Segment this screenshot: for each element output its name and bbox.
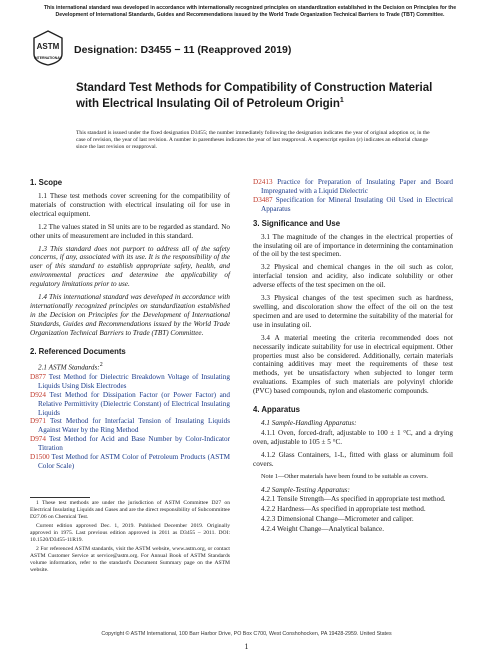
scope-1-3: 1.3 This standard does not purport to address all of the safety concerns, if any, associated with its use. It is the responsibility of the user of this standard to establish appropriate safety, health, and environmental practices and determine the applicability of regulatory limitations prior to use. (30, 244, 230, 289)
document-title (76, 82, 436, 110)
apparatus-4-2-3: 4.2.3 Dimensional Change—Micrometer and caliper. (261, 515, 414, 524)
reference-d924[interactable] (30, 391, 230, 418)
significance-3-3: 3.3 Physical changes of the test specimen such as hardness, swelling, and discoloration show the effect of the oil on the test specimen and are used to determine the suitability of the material for use in insulating oil. (253, 294, 453, 329)
right-column (253, 178, 453, 535)
title-text: Standard Test Methods for Compatibility of Construction Material with Electrical Insulating Oil of Petroleum Origin (76, 82, 433, 110)
reference-title-link[interactable]: Test Method for Acid and Base Number by Color-Indicator Titration (38, 435, 230, 453)
reference-d2413[interactable] (253, 178, 453, 196)
reference-title-link[interactable]: Test Method for Dielectric Breakdown Voltage of Insulating Liquids Using Disk Electrodes (38, 372, 230, 390)
title-footnote-marker: 1 (339, 96, 344, 104)
reference-title-link[interactable]: Test Method for ASTM Color of Petroleum Products (ASTM Color Scale) (38, 453, 230, 470)
significance-3-4: 3.4 A material meeting the criteria recommended does not necessarily indicate suitability for use in electrical equipment. Other properties must also be considered. Additionally, certain materials containing additives may meet the requirements of these test methods, yet be unsatisfactory when subjected to longer term evaluations. Examples of such materials are polyvinyl chloride (PVC) based compounds, nylon and elastomeric compounds. (253, 333, 453, 396)
apparatus-4-1-2: 4.1.2 Glass Containers, 1-L, fitted with glass or aluminum foil covers. (253, 450, 453, 468)
scope-1-1: 1.1 These test methods cover screening for the compatibility of materials of construction with electrical insulating oil for use in electrical equipment. (30, 192, 230, 218)
left-column (30, 178, 230, 471)
reference-title-link[interactable]: Specification for Mineral Insulating Oil Used in Electrical Apparatus (261, 195, 453, 213)
reference-title-link[interactable]: Test Method for Interfacial Tension of Insulating Liquids Against Water by the Ring Method (38, 417, 230, 435)
significance-3-1: 3.1 The magnitude of the changes in the electrical properties of the insulating oil are of importance in determining the contamination of the oil by the test specimen. (253, 232, 453, 259)
section-heading-significance: 3. Significance and Use (253, 218, 341, 228)
astm-standards-subheading: 2.1 ASTM Standards:$^2$ (38, 361, 103, 371)
reference-title-link[interactable]: Practice for Preparation of Insulating Paper and Board Impregnated with a Liquid Dielectric (261, 178, 453, 195)
section-heading-referenced-documents: 2. Referenced Documents (30, 346, 126, 356)
footnote-1: 1 These test methods are under the jurisdiction of ASTM Committee D27 on Electrical Insulating Liquids and Gases and are the direct responsibility of Subcommittee D27.06 on Chemical Test. (30, 500, 230, 520)
reference-list-right (253, 178, 453, 214)
section-heading-scope: 1. Scope (30, 178, 63, 187)
reference-code-link[interactable]: D974 (30, 435, 46, 444)
footnote-2: 2 For referenced ASTM standards, visit the ASTM website, www.astm.org, or contact ASTM Customer Service at service@astm.org. For Annual Book of ASTM Standards volume information, refer to the standard's Document Summary page on the ASTM website. (30, 546, 230, 573)
footnote-divider (30, 497, 90, 498)
reference-code-link[interactable]: D924 (30, 390, 46, 399)
astm-international-logo-icon (32, 30, 64, 66)
apparatus-4-1-1: 4.1.1 Oven, forced-draft, adjustable to 100 ± 1 °C, and a drying oven, adjustable to 105 ± 5 °C. (253, 428, 453, 446)
reference-d1500[interactable] (30, 453, 230, 471)
footnote-marker-2: 2 (99, 361, 103, 368)
reference-d971[interactable] (30, 417, 230, 435)
copyright-footer: Copyright © ASTM International, 100 Barr Harbor Drive, PO Box C700, West Conshohocken, PA 19428-2959. United States (101, 631, 392, 637)
section-heading-apparatus: 4. Apparatus (253, 405, 300, 415)
apparatus-4-1: 4.1 Sample-Handling Apparatus: (261, 419, 357, 428)
page-number: 1 (244, 642, 249, 651)
apparatus-4-2-2: 4.2.2 Hardness—As specified in appropriate test method. (261, 505, 426, 514)
designation: Designation: D3455 − 11 (Reapproved 2019) (74, 44, 292, 56)
reference-d974[interactable] (30, 435, 230, 453)
scope-1-2: 1.2 The values stated in SI units are to be regarded as standard. No other units of measurement are included in this standard. (30, 222, 230, 240)
header-notice: This international standard was developed in accordance with internationally recognized principles on standardization established in the Decision on Principles for the Development of International Standards, Guides and Recommendations issued by the World Trade Organization Technical Barriers to Trade (TBT) Committee. (43, 5, 457, 18)
scope-1-4: 1.4 This international standard was developed in accordance with internationally recognized principles on standardization established in the Decision on Principles for the Development of International Standards, Guides and Recommendations issued by the World Trade Organization Technical Barriers to Trade (TBT) Committee. (30, 293, 230, 337)
reference-code-link[interactable]: D971 (30, 417, 46, 426)
reference-code-link[interactable]: D2413 (253, 178, 273, 186)
reference-d877[interactable] (30, 373, 230, 391)
apparatus-4-2-4: 4.2.4 Weight Change—Analytical balance. (261, 525, 385, 534)
apparatus-note-1: Note 1—Other materials have been found to be suitable as covers. (261, 472, 428, 480)
standard-issuance-note: This standard is issued under the fixed designation D3455; the number immediately following the designation indicates the year of original adoption or, in the case of revision, the year of last revision. A number in parentheses indicates the year of last reapproval. A superscript epsilon (ε) indicates an editorial change since the last revision or reapproval. (76, 130, 430, 151)
apparatus-4-2: 4.2 Sample-Testing Apparatus: (261, 485, 350, 494)
svg-text:INTERNATIONAL: INTERNATIONAL (34, 56, 62, 60)
reference-list-left (30, 373, 230, 471)
reference-code-link[interactable]: D1500 (30, 453, 50, 462)
svg-text:ASTM: ASTM (36, 42, 60, 51)
reference-code-link[interactable]: D877 (30, 372, 46, 381)
footnote-1-edition: Current edition approved Dec. 1, 2019. Published December 2019. Originally approved in 1975. Last previous edition approved in 2011 as D3455 – 2011. DOI: 10.1520/D3455-11R19. (30, 523, 230, 543)
significance-3-2: 3.2 Physical and chemical changes in the oil such as color, interfacial tension and acidity, also indicate solubility or other adverse effects of the test specimen on the oil. (253, 263, 453, 290)
reference-d3487[interactable] (253, 196, 453, 214)
reference-title-link[interactable]: Test Method for Dissipation Factor (or Power Factor) and Relative Permittivity (Dielectric Constant) of Electrical Insulating Liquids (38, 390, 230, 417)
footnotes (30, 500, 230, 576)
apparatus-4-2-1: 4.2.1 Tensile Strength—As specified in appropriate test method. (261, 495, 446, 504)
reference-code-link[interactable]: D3487 (253, 195, 273, 204)
